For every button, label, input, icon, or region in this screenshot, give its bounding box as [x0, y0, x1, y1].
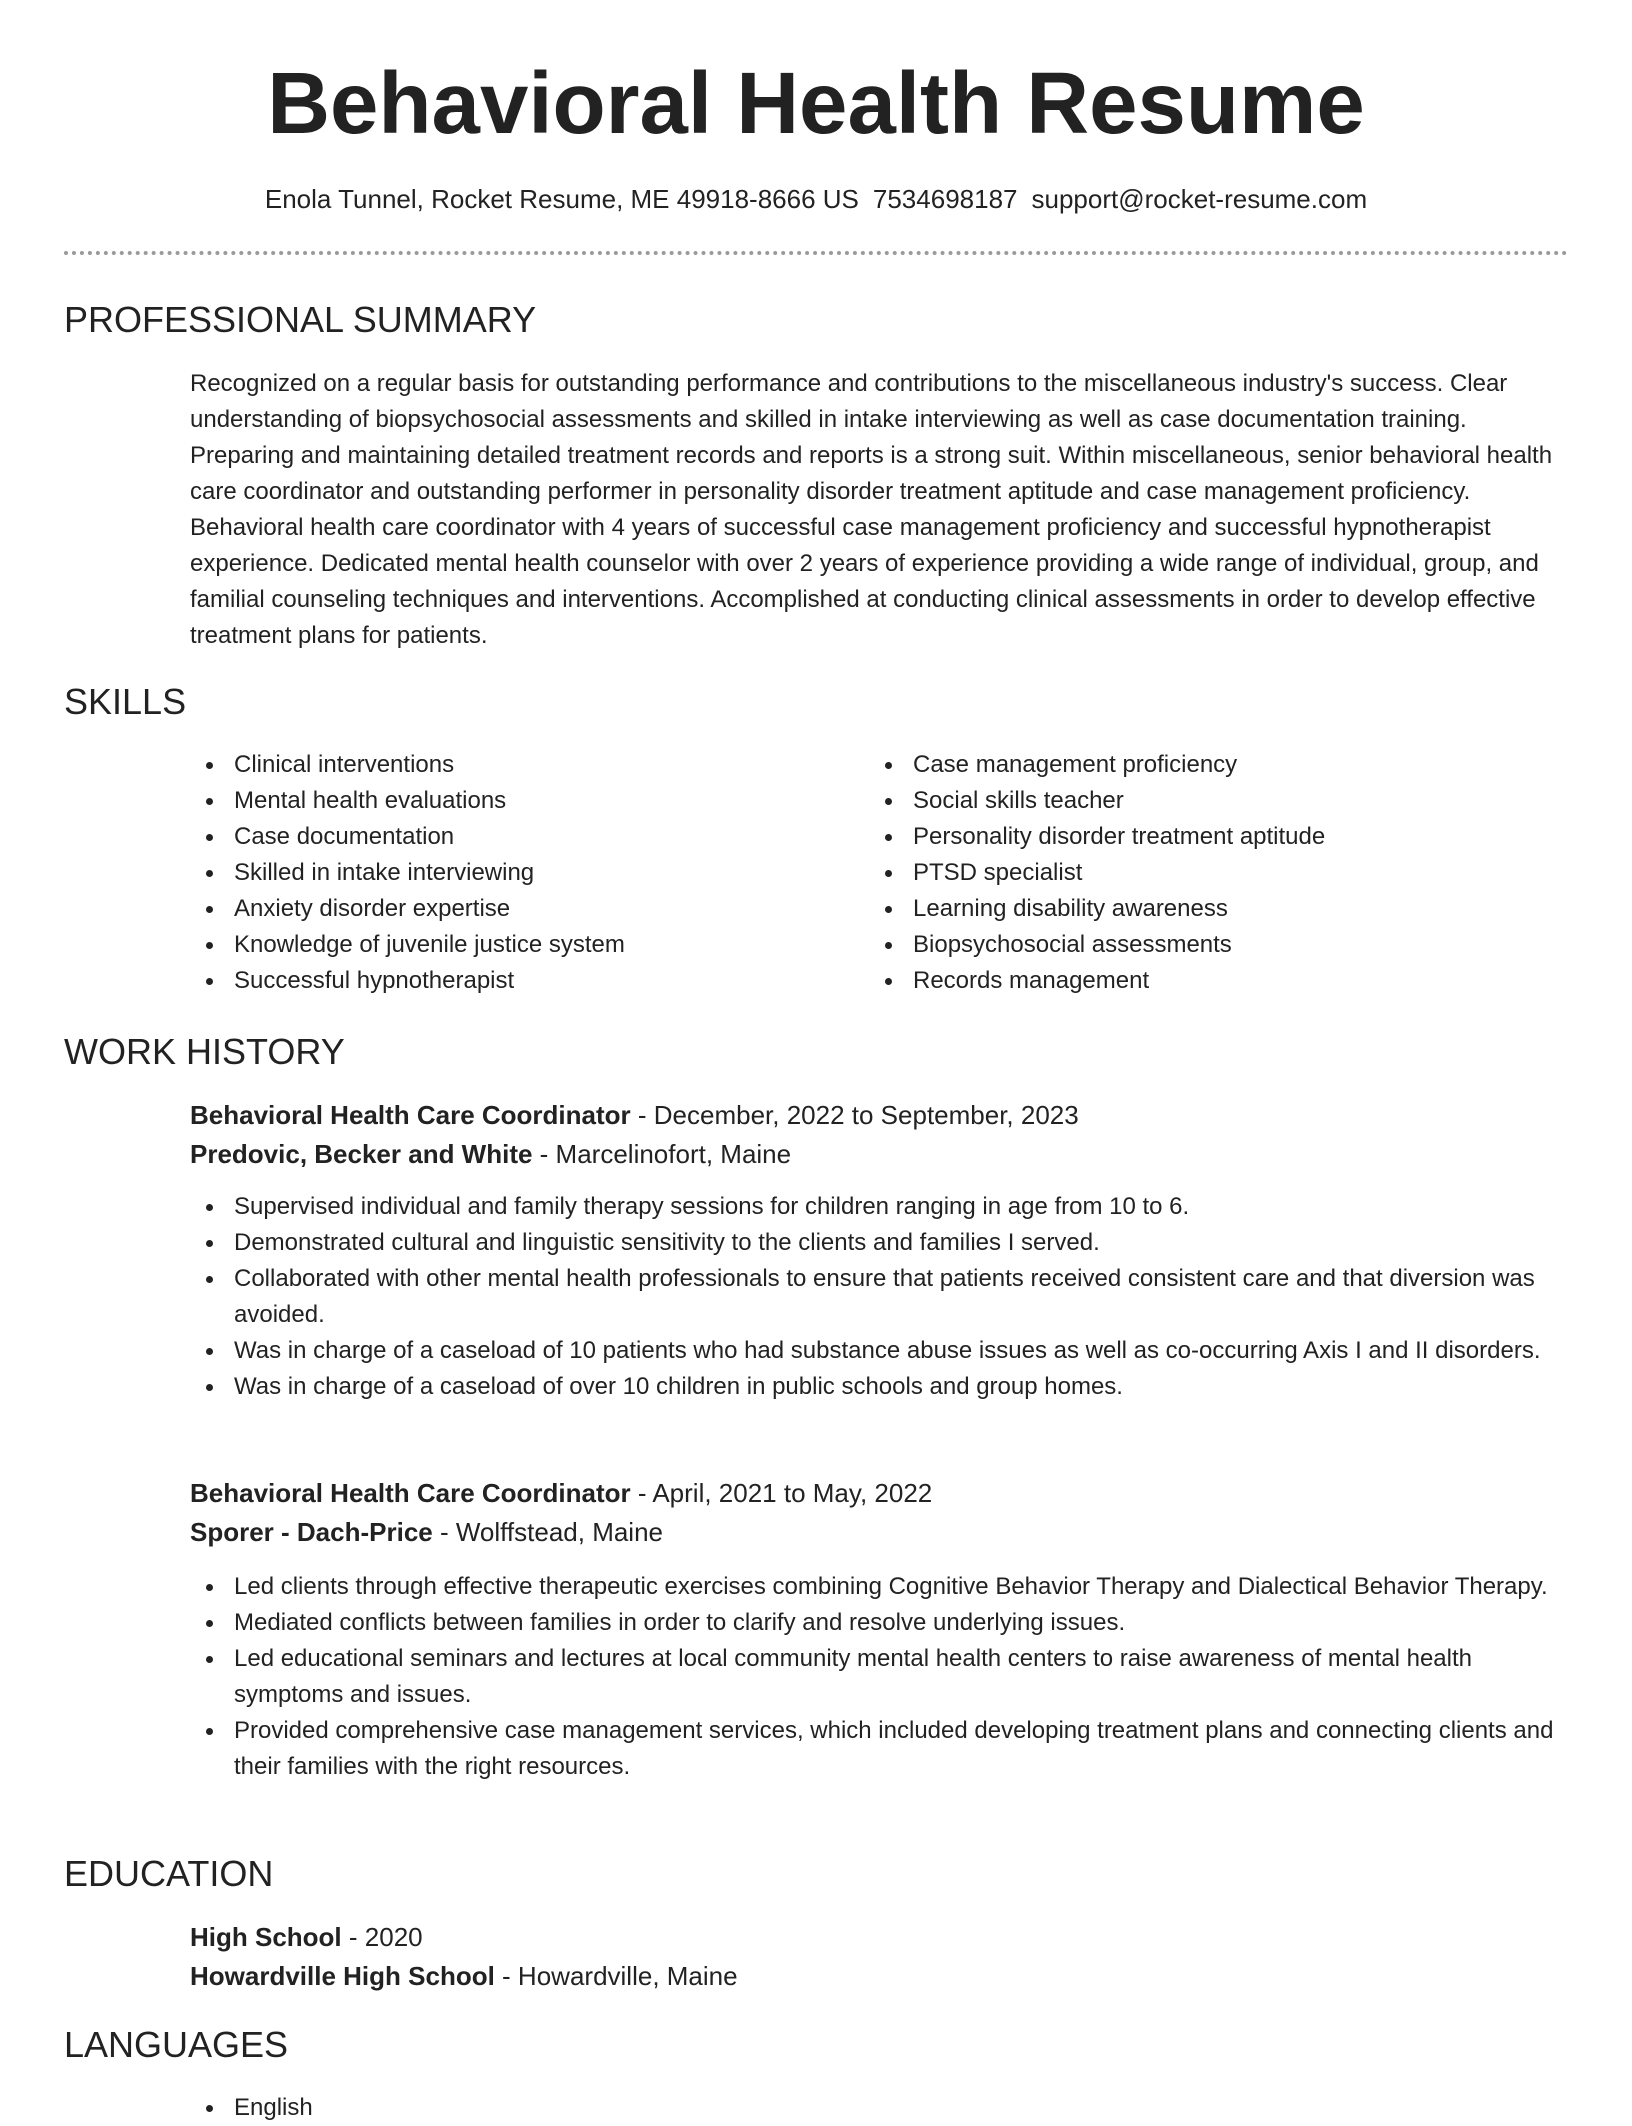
work-heading: WORK HISTORY: [64, 1031, 345, 1072]
skill-item: Mental health evaluations: [190, 783, 830, 819]
skill-item: Case documentation: [190, 819, 830, 855]
skill-item: Records management: [869, 963, 1549, 999]
job-bullet: Supervised individual and family therapy sessions for children ranging in age from 10 to 6.: [190, 1189, 1570, 1225]
skills-heading: SKILLS: [64, 681, 187, 722]
job-title-line: [190, 1474, 932, 1512]
skills-list-right: [869, 747, 1549, 999]
education-degree: High School: [190, 1922, 342, 1952]
job-bullet: Mediated conflicts between families in order to clarify and resolve underlying issues.: [190, 1605, 1570, 1641]
job-title-line: [190, 1096, 1079, 1134]
job-bullet: Collaborated with other mental health professionals to ensure that patients received consistent care and that diversion was avoided.: [190, 1261, 1570, 1333]
job-bullets: [190, 1569, 1570, 1785]
contact-email: support@rocket-resume.com: [1031, 184, 1368, 214]
job-title: Behavioral Health Care Coordinator: [190, 1100, 631, 1130]
education-school-line: [190, 1957, 738, 1995]
resume-title: Behavioral Health Resume: [267, 55, 1365, 152]
job-bullet: Led clients through effective therapeutic exercises combining Cognitive Behavior Therapy and Dialectical Behavior Therapy.: [190, 1569, 1570, 1605]
summary-text: Recognized on a regular basis for outstanding performance and contributions to the miscellaneous industry's success. Clear understanding of biopsychosocial assessments and skilled in intake interviewing as well as case documentation training. Preparing and maintaining detailed treatment records and reports is a strong suit. Within miscellaneous, senior behavioral health care coordinator and outstanding performer in personality disorder treatment aptitude and case management proficiency. Behavioral health care coordinator with 4 years of successful case management proficiency and successful hypnotherapist experience. Dedicated mental health counselor with over 2 years of experience providing a wide range of individual, group, and familial counseling techniques and interventions. Accomplished at conducting clinical assessments in order to develop effective treatment plans for patients.: [190, 370, 1553, 649]
contact-address: Enola Tunnel, Rocket Resume, ME 49918-8666 US: [264, 184, 859, 214]
skill-item: Successful hypnotherapist: [190, 963, 830, 999]
contact-line: [0, 179, 1632, 219]
skill-item: Anxiety disorder expertise: [190, 891, 830, 927]
skill-item: Case management proficiency: [869, 747, 1549, 783]
skill-item: PTSD specialist: [869, 855, 1549, 891]
skill-item: Skilled in intake interviewing: [190, 855, 830, 891]
job-location: - Wolffstead, Maine: [432, 1517, 664, 1547]
education-heading: EDUCATION: [64, 1853, 274, 1894]
skills-list-left: [190, 747, 830, 999]
job-dates: - April, 2021 to May, 2022: [630, 1478, 933, 1508]
languages-heading: LANGUAGES: [64, 2024, 289, 2065]
job-bullet: Was in charge of a caseload of 10 patients who had substance abuse issues as well as co-occurring Axis I and II disorders.: [190, 1333, 1570, 1369]
contact-phone: 7534698187: [872, 184, 1018, 214]
education-degree-line: [190, 1918, 423, 1956]
job-bullets: [190, 1189, 1570, 1405]
job-location: - Marcelinofort, Maine: [532, 1139, 792, 1169]
skill-item: Learning disability awareness: [869, 891, 1549, 927]
summary-heading: PROFESSIONAL SUMMARY: [64, 299, 537, 340]
education-location: - Howardville, Maine: [494, 1961, 738, 1991]
skill-item: Biopsychosocial assessments: [869, 927, 1549, 963]
job-bullet: Provided comprehensive case management services, which included developing treatment plans and connecting clients and their families with the right resources.: [190, 1713, 1570, 1785]
languages-list: [190, 2090, 790, 2126]
education-school: Howardville High School: [190, 1961, 495, 1991]
skill-item: Knowledge of juvenile justice system: [190, 927, 830, 963]
language-item: English: [190, 2090, 790, 2126]
job-title: Behavioral Health Care Coordinator: [190, 1478, 631, 1508]
job-bullet: Demonstrated cultural and linguistic sensitivity to the clients and families I served.: [190, 1225, 1570, 1261]
header-divider: [64, 251, 1568, 255]
education-year: - 2020: [341, 1922, 423, 1952]
job-company-line: [190, 1135, 791, 1173]
skill-item: Social skills teacher: [869, 783, 1549, 819]
skill-item: Personality disorder treatment aptitude: [869, 819, 1549, 855]
job-bullet: Led educational seminars and lectures at local community mental health centers to raise awareness of mental health symptoms and issues.: [190, 1641, 1570, 1713]
job-bullet: Was in charge of a caseload of over 10 children in public schools and group homes.: [190, 1369, 1570, 1405]
job-company-line: [190, 1513, 663, 1551]
skill-item: Clinical interventions: [190, 747, 830, 783]
job-company: Sporer - Dach-Price: [190, 1517, 433, 1547]
job-company: Predovic, Becker and White: [190, 1139, 533, 1169]
job-dates: - December, 2022 to September, 2023: [630, 1100, 1079, 1130]
